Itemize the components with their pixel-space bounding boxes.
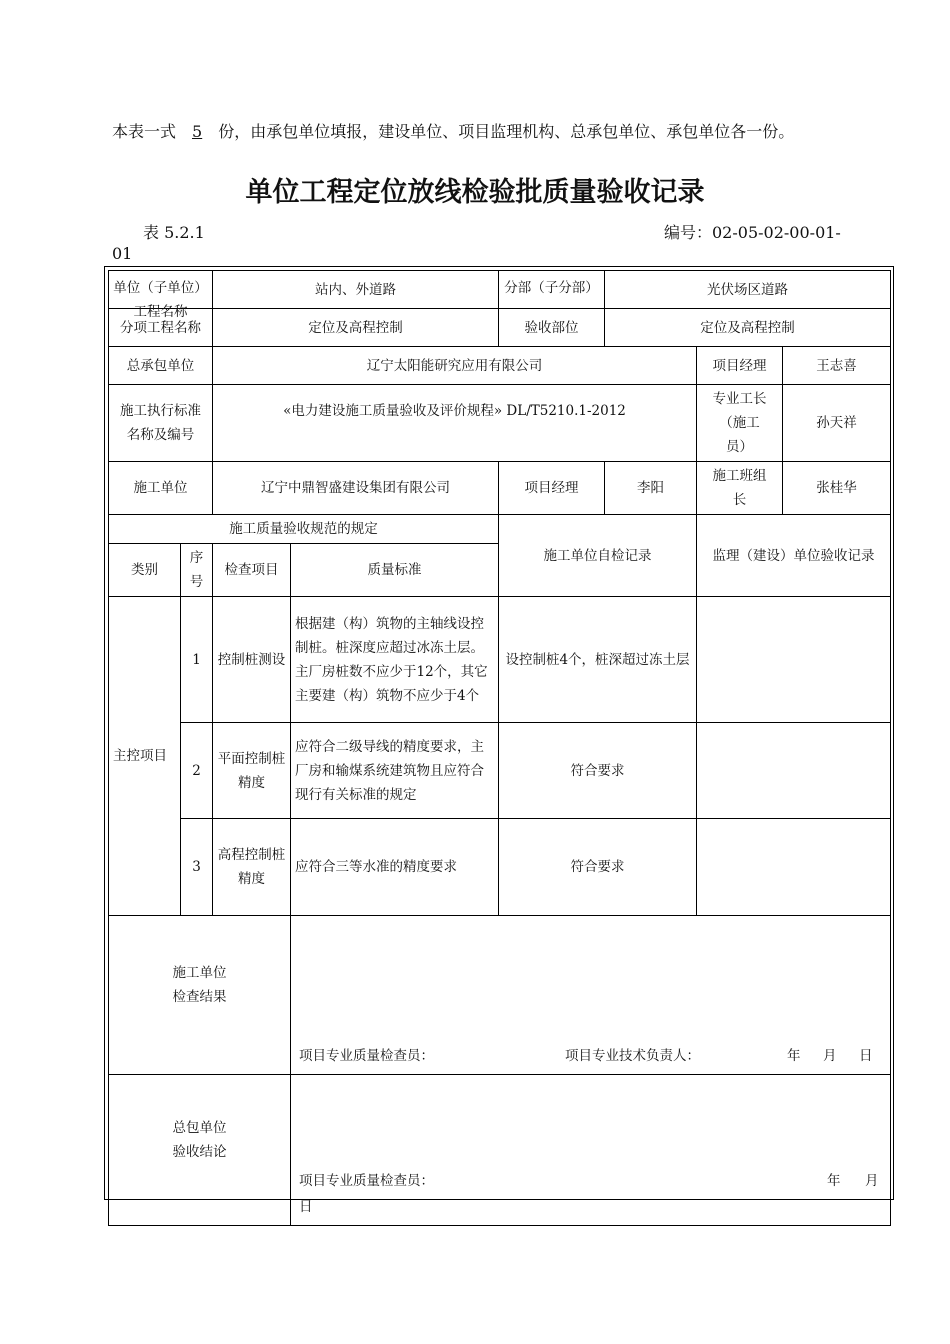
item-header: 检查项目: [213, 544, 291, 597]
tech-lead-label: 项目专业技术负责人：: [565, 1048, 700, 1064]
table-number: 表 5.2.1: [143, 223, 205, 242]
team-leader-label: [697, 462, 783, 515]
foreman-label: [697, 385, 783, 462]
row-item: 高程控制桩精度: [213, 819, 291, 916]
gc-result-label-line1: 总包单位: [172, 1120, 227, 1136]
contractor-signature-area: [291, 916, 891, 1075]
day-label: 日: [859, 1048, 873, 1064]
table-row: [109, 819, 891, 916]
gc-signature-area: [291, 1075, 891, 1226]
month-label: 月: [823, 1048, 837, 1064]
row-self-check: 符合要求: [499, 819, 697, 916]
category-header: 类别: [109, 544, 181, 597]
contractor-result-row: [109, 916, 891, 1075]
row-no: 3: [181, 819, 213, 916]
gc-row: [109, 347, 891, 385]
contractor-result-label: [109, 916, 291, 1075]
row-no: 1: [181, 597, 213, 723]
gc-day-label: 日: [299, 1199, 313, 1215]
copies-count: 5: [192, 122, 203, 141]
copies-note: [112, 118, 887, 145]
standard-header: 质量标准: [291, 544, 499, 597]
row-standard: 根据建（构）筑物的主轴线设控制桩。桩深度应超过冰冻土层。主厂房桩数不应少于12个，其它主要建（构）筑物不应少于4个: [291, 597, 499, 723]
division-label-cell: [499, 271, 605, 309]
row-self-check: 符合要求: [499, 723, 697, 819]
standard-label: [109, 385, 213, 462]
gc-result-label-line2: 验收结论: [172, 1144, 227, 1160]
spec-group-row: [109, 515, 891, 544]
supervision-header: 监理（建设）单位验收记录: [697, 515, 891, 597]
unit-label: 单位（子单位）工程名称: [113, 279, 208, 320]
standard-value: «电力建设施工质量验收及评价规程» DL/T5210.1-2012: [213, 385, 697, 462]
note-prefix: 本表一式: [112, 122, 177, 141]
accept-part-value: 定位及高程控制: [605, 309, 891, 347]
gc-year-label: 年: [827, 1173, 841, 1189]
note-suffix: 份，由承包单位填报，建设单位、项目监理机构、总承包单位、承包单位各一份。: [218, 122, 795, 141]
no-header: 序号: [181, 544, 213, 597]
unit-label-cell: [109, 271, 213, 320]
row-supervision: [697, 723, 891, 819]
team-leader-label-line2: 长: [732, 492, 747, 508]
row-supervision: [697, 819, 891, 916]
contractor-result-label-line1: 施工单位: [172, 965, 227, 981]
foreman-label-line1: 专业工长: [712, 391, 767, 407]
foreman-label-line3: 员）: [726, 439, 753, 455]
foreman-value: 孙天祥: [783, 385, 891, 462]
subitem-label: 分项工程名称: [109, 309, 213, 347]
contractor-signature-line: [299, 1044, 882, 1068]
table-row: [109, 723, 891, 819]
contractor-value: 辽宁中鼎智盛建设集团有限公司: [213, 462, 499, 515]
division-value: 光伏场区道路: [605, 271, 891, 309]
contractor-result-label-line2: 检查结果: [172, 989, 227, 1005]
team-leader-label-line1: 施工班组: [712, 468, 767, 484]
spec-group-header: 施工质量验收规范的规定: [109, 515, 499, 544]
row-item: 控制桩测设: [213, 597, 291, 723]
main-category: 主控项目: [109, 597, 181, 916]
division-label: 分部（子分部）: [504, 279, 599, 296]
year-label: 年: [787, 1048, 801, 1064]
gc-signature-line: [299, 1169, 882, 1219]
unit-row: [109, 271, 891, 309]
contractor-label: 施工单位: [109, 462, 213, 515]
row-standard: 应符合三等水准的精度要求: [291, 819, 499, 916]
row-supervision: [697, 597, 891, 723]
row-item: 平面控制桩精度: [213, 723, 291, 819]
inspection-form: [108, 270, 891, 1226]
self-check-header: 施工单位自检记录: [499, 515, 697, 597]
subitem-row: [109, 309, 891, 347]
record-code-cont: 01: [112, 244, 133, 263]
page-title: 单位工程定位放线检验批质量验收记录: [245, 177, 705, 208]
standard-label-line2: 名称及编号: [126, 427, 195, 443]
gc-value: 辽宁太阳能研究应用有限公司: [213, 347, 697, 385]
pm2-value: 李阳: [605, 462, 697, 515]
gc-month-label: 月: [865, 1173, 879, 1189]
team-leader-value: 张桂华: [783, 462, 891, 515]
unit-value: 站内、外道路: [213, 271, 499, 309]
subitem-value: 定位及高程控制: [213, 309, 499, 347]
accept-part-label: 验收部位: [499, 309, 605, 347]
row-self-check: 设控制桩4个，桩深超过冻土层: [499, 597, 697, 723]
gc-label: 总承包单位: [109, 347, 213, 385]
foreman-label-line2: （施工: [719, 415, 760, 431]
gc-result-row: [109, 1075, 891, 1226]
pm-value: 王志喜: [783, 347, 891, 385]
row-standard: 应符合二级导线的精度要求，主厂房和输煤系统建筑物且应符合现行有关标准的规定: [291, 723, 499, 819]
contractor-row: [109, 462, 891, 515]
standard-label-line1: 施工执行标准: [120, 403, 201, 419]
pm2-label: 项目经理: [499, 462, 605, 515]
pm-label: 项目经理: [697, 347, 783, 385]
record-code: 编号：02-05-02-00-01-: [664, 223, 841, 242]
table-row: [109, 597, 891, 723]
gc-result-label: [109, 1075, 291, 1226]
row-no: 2: [181, 723, 213, 819]
inspector-label: 项目专业质量检查员：: [299, 1048, 434, 1064]
standard-row: [109, 385, 891, 462]
form-frame: [104, 266, 894, 1215]
gc-inspector-label: 项目专业质量检查员：: [299, 1173, 434, 1189]
